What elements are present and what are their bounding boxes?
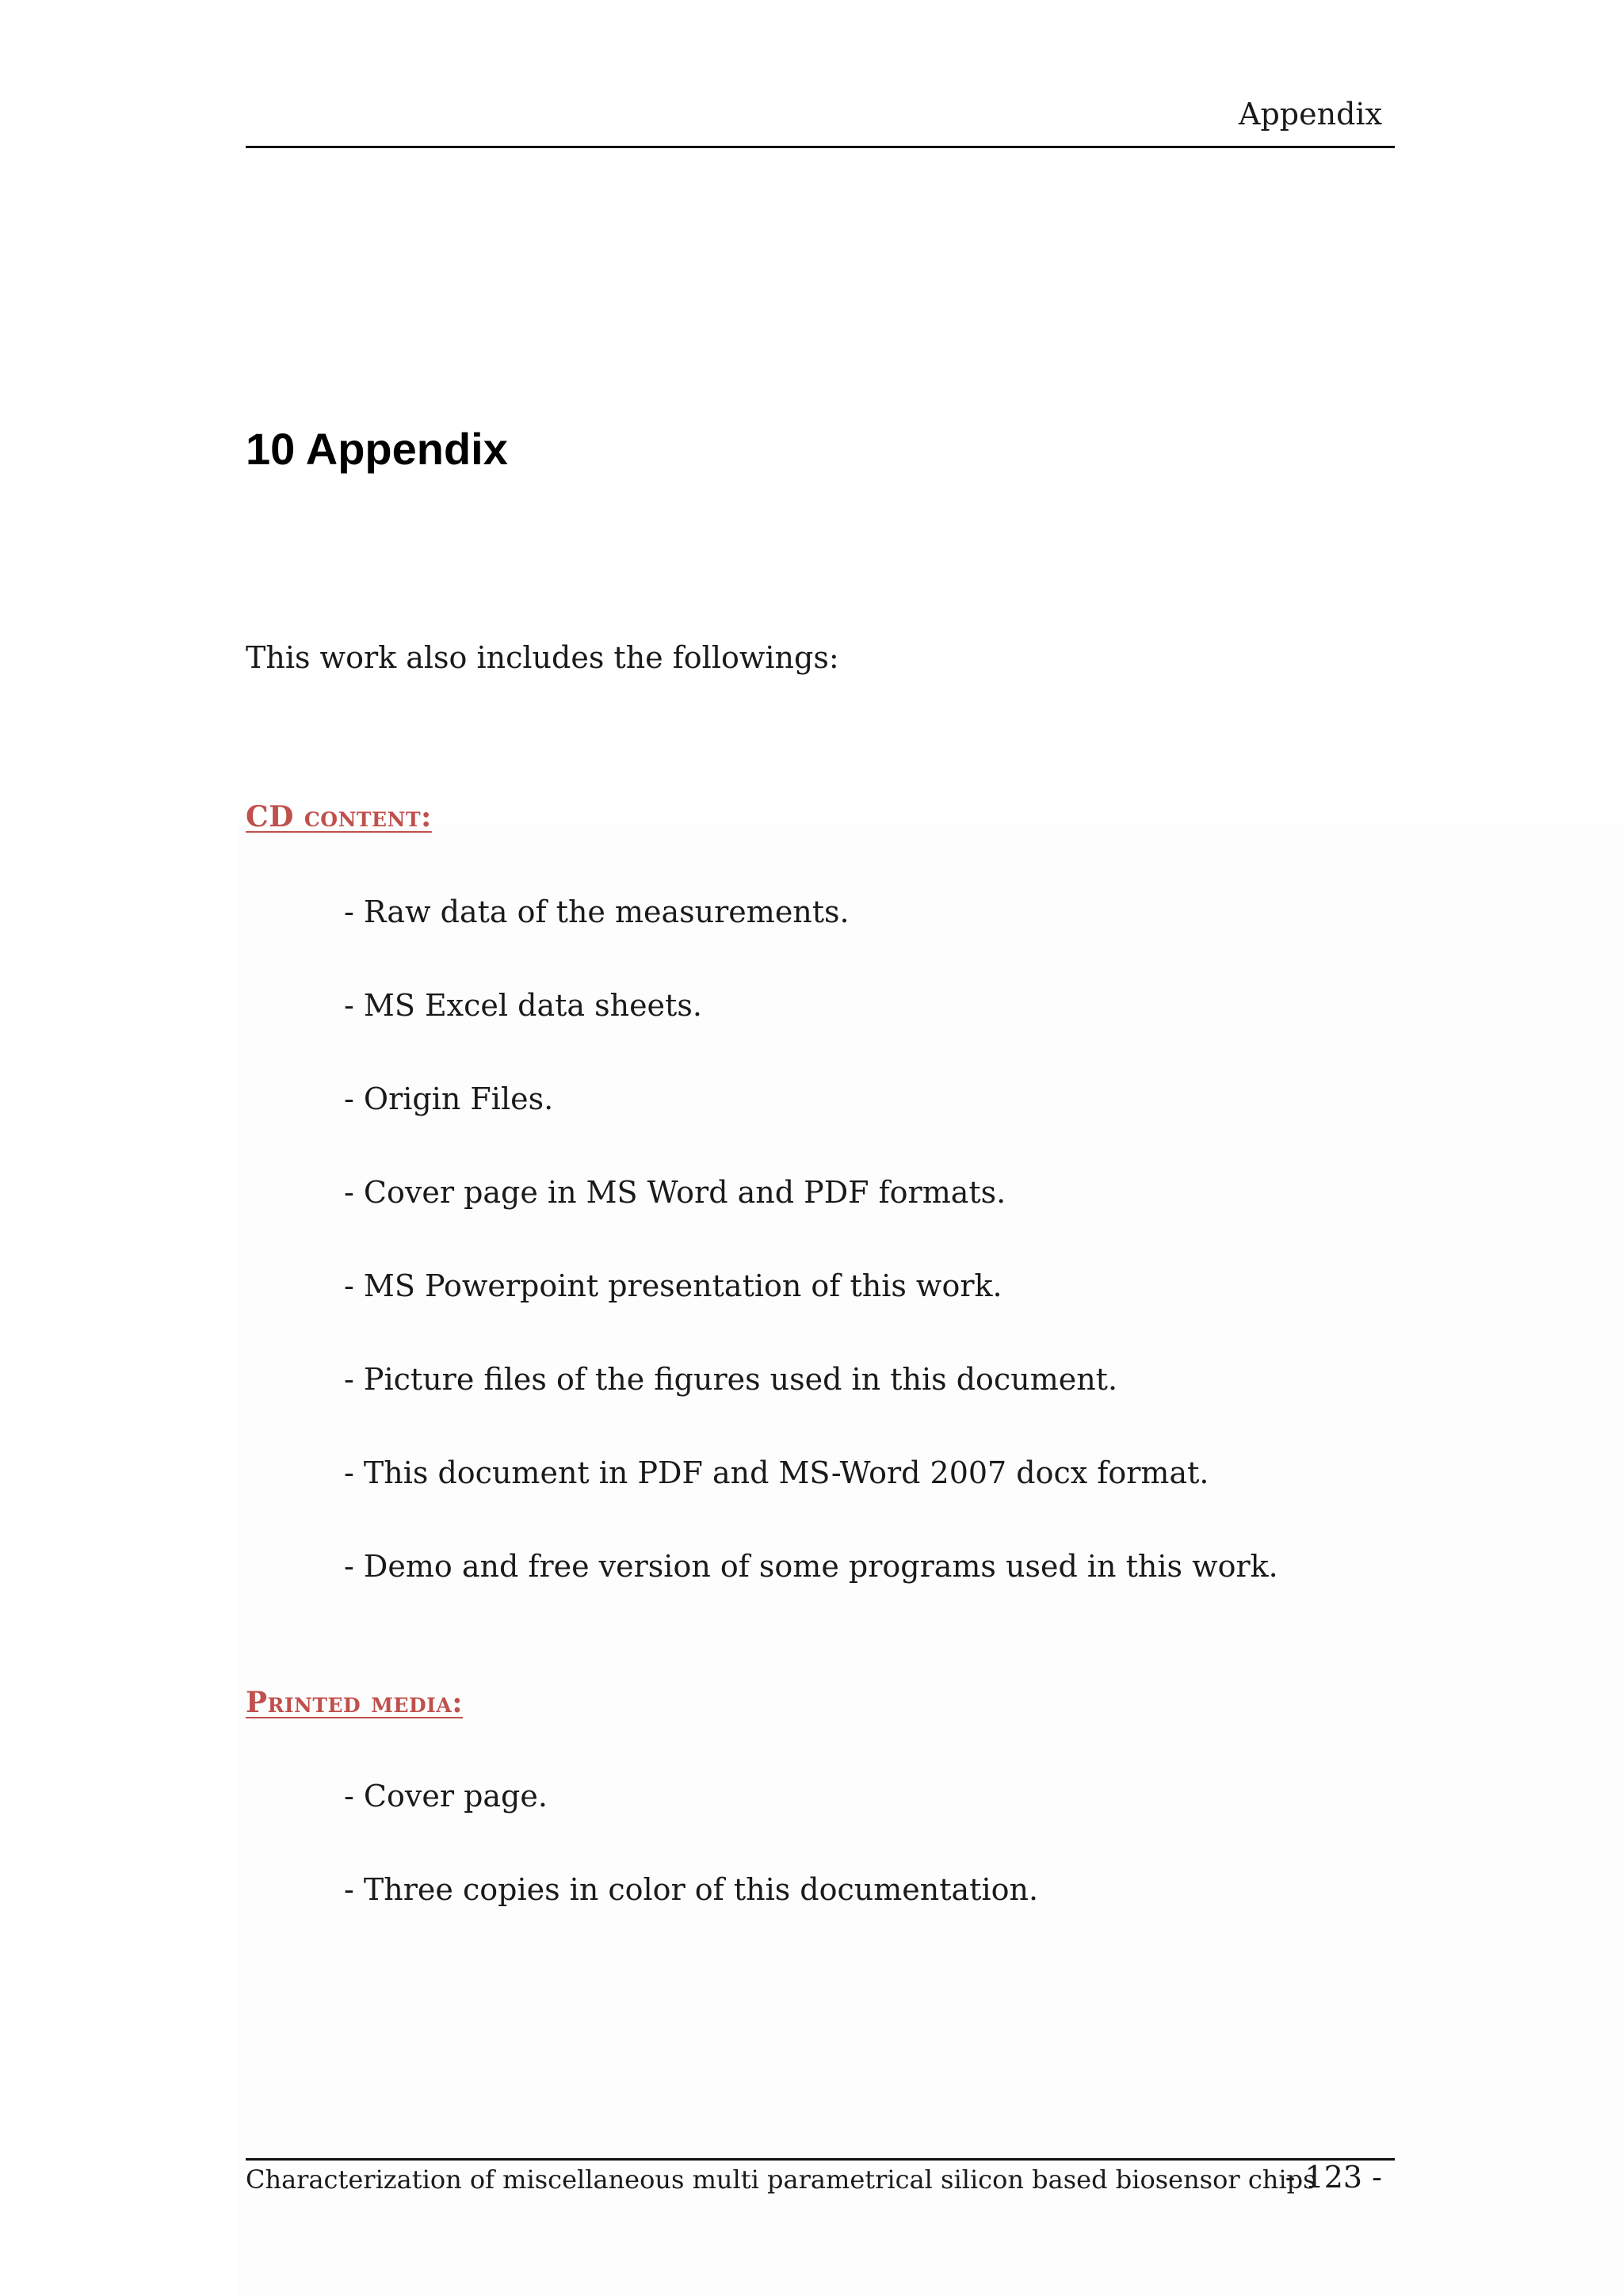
intro-paragraph: This work also includes the followings: <box>246 640 839 675</box>
running-header: Appendix <box>1239 97 1382 132</box>
cd-content-list <box>344 892 1278 1640</box>
list-item: - Raw data of the measurements. <box>344 894 850 929</box>
running-footer: Characterization of miscellaneous multi parametrical silicon based biosensor chips <box>246 2164 1316 2195</box>
section-label-printed-media: Printed media: <box>246 1686 464 1719</box>
list-item: - Three copies in color of this documentation. <box>344 1872 1039 1907</box>
header-rule <box>246 146 1395 148</box>
list-item: - This document in PDF and MS-Word 2007 docx format. <box>344 1455 1209 1490</box>
list-item: - Picture files of the figures used in this document. <box>344 1362 1118 1397</box>
chapter-heading: 10 Appendix <box>246 424 508 474</box>
list-item: - Cover page. <box>344 1779 548 1814</box>
printed-media-list <box>344 1776 1038 1963</box>
list-item: - MS Powerpoint presentation of this work. <box>344 1268 1002 1303</box>
page-number: - 123 - <box>1285 2160 1382 2195</box>
list-item: - Demo and free version of some programs used in this work. <box>344 1549 1278 1584</box>
list-item: - Cover page in MS Word and PDF formats. <box>344 1175 1006 1210</box>
list-item: - MS Excel data sheets. <box>344 988 702 1023</box>
footer-rule <box>246 2158 1395 2161</box>
section-label-cd-content: CD content: <box>246 800 432 833</box>
list-item: - Origin Files. <box>344 1081 554 1116</box>
